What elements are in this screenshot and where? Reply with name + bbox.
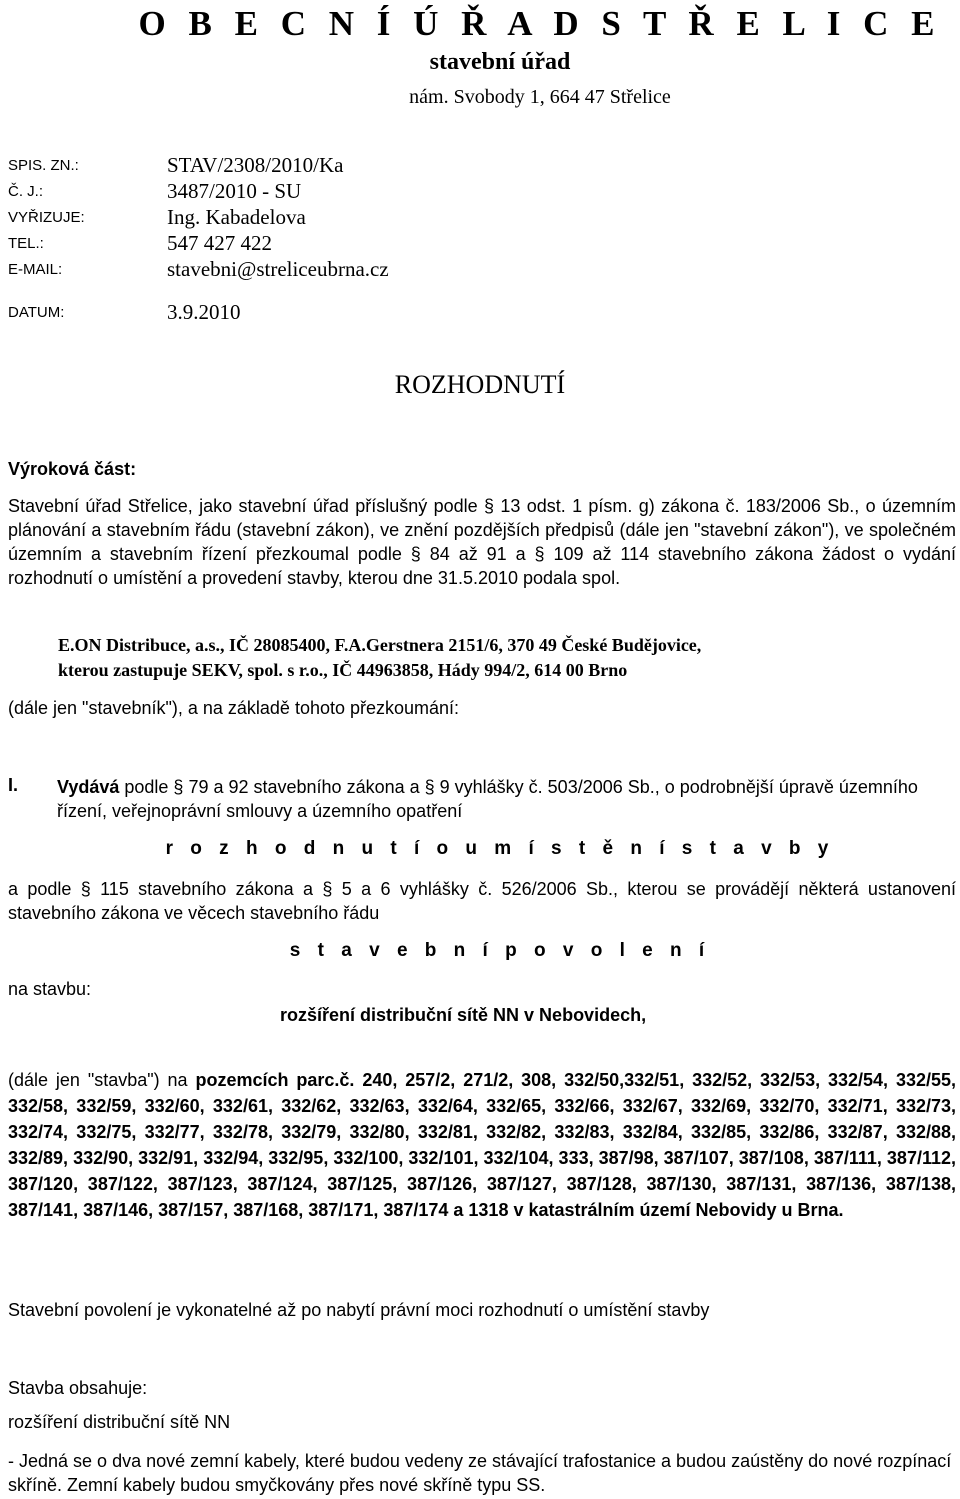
parcels-prefix: (dále jen "stavba") na [8,1070,196,1090]
contents-item: rozšíření distribuční sítě NN [8,1412,231,1432]
point-verb: Vydává [57,777,120,797]
placement-decision-title: r o z h o d n u t í o u m í s t ě n í s t a v b y [165,838,835,859]
contents-label: Stavba obsahuje: [8,1378,148,1398]
parcels-intro: pozemcích parc.č. [195,1070,355,1090]
vyrizuje-value: Ing. Kabadelova [167,205,306,229]
na-stavbu-label: na stavbu: [8,979,92,999]
tel-label: TEL.: [8,235,44,252]
permit-title: s t a v e b n í p o v o l e n í [289,940,711,961]
email-label: E-MAIL: [8,261,63,278]
enforceable-note: Stavební povolení je vykonatelné až po nabytí právní moci rozhodnutí o umístění stavby [8,1300,710,1320]
office-address: nám. Svobody 1, 664 47 Střelice [409,86,671,108]
cj-label: Č. J.: [8,183,44,200]
and-per-paragraph: a podle § 115 stavebního zákona a § 5 a 6 vyhlášky č. 526/2006 Sb., kterou se provádějí některá ustanovení stavebního zákona ve věcech stavebního řádu [8,879,956,923]
decision-heading: ROZHODNUTÍ [394,370,566,399]
contents-description: - Jedná se o dva nové zemní kabely, které budou vedeny ze stávající trafostanice a budou zaústěny do nové rozpínací skříně. Zemní kabely budou smyčkovány přes nové skříně typu SS. [8,1451,952,1495]
vyrizuje-label: VYŘIZUJE: [8,209,85,226]
email-value: stavebni@streliceubrna.cz [167,257,389,281]
point-rest: podle § 79 a 92 stavebního zákona a § 9 vyhlášky č. 503/2006 Sb., o podrobnější úpravě územního řízení, veřejnoprávní smlouvy a územního opatření [57,777,918,821]
parcels-paragraph [8,1067,956,1223]
office-title: O B E C N Í Ú Ř A D S T Ř E L I C E [138,4,942,43]
parcels-list: 240, 257/2, 271/2, 308, 332/50,332/51, 332/52, 332/53, 332/54, 332/55, 332/58, 332/59, 332/60, 332/61, 332/62, 332/63, 332/64, 332/65, 332/66, 332/67, 332/69, 332/70, 332/71, 332/73, 332/74, 332/75, 332/77, 332/78, 332/79, 332/80, 332/81, 332/82, 332/83, 332/84, 332/85, 332/86, 332/87, 332/88, 332/89, 332/90, 332/91, 332/94, 332/95, 332/100, 332/101, 332/104, 333, 387/98, 387/107, 387/108, 387/111, 387/112, 387/120, 387/122, 387/123, 387/124, 387/125, 387/126, 387/127, 387/128, 387/130, 387/131, 387/136, 387/138, 387/141, 387/146, 387/157, 387/168, 387/171, 387/174 a 1318 v katastrálním území Nebovidy u Brna. [8,1070,957,1220]
cj-value: 3487/2010 - SU [167,179,302,203]
point-text [57,775,952,823]
after-applicant: (dále jen "stavebník"), a na základě tohoto přezkoumání: [8,698,460,718]
applicant-line-1: E.ON Distribuce, a.s., IČ 28085400, F.A.Gerstnera 2151/6, 370 49 České Budějovice, [58,635,702,655]
point-number: I. [8,775,19,795]
section-label: Výroková část: [8,459,137,479]
intro-paragraph: Stavební úřad Střelice, jako stavební úřad příslušný podle § 13 odst. 1 písm. g) zákona č. 183/2006 Sb., o územním plánování a stavebním řádu (stavební zákon), ve znění pozdějších předpisů (dále jen "stavební zákon"), ve společném územním a stavebním řízení přezkoumal podle § 84 až 91 a § 109 až 114 stavebního zákona žádost o vydání rozhodnutí o umístění a provedení stavby, kterou dne 31.5.2010 podala spol. [8,496,956,588]
datum-label: DATUM: [8,304,65,321]
project-name: rozšíření distribuční sítě NN v Nebovidech, [280,1005,647,1025]
spis-label: SPIS. ZN.: [8,157,79,174]
datum-value: 3.9.2010 [167,300,241,324]
tel-value: 547 427 422 [167,231,272,255]
spis-value: STAV/2308/2010/Ka [167,153,344,177]
office-subtitle: stavební úřad [429,49,571,75]
applicant-line-2: kterou zastupuje SEKV, spol. s r.o., IČ 44963858, Hády 994/2, 614 00 Brno [58,660,628,680]
